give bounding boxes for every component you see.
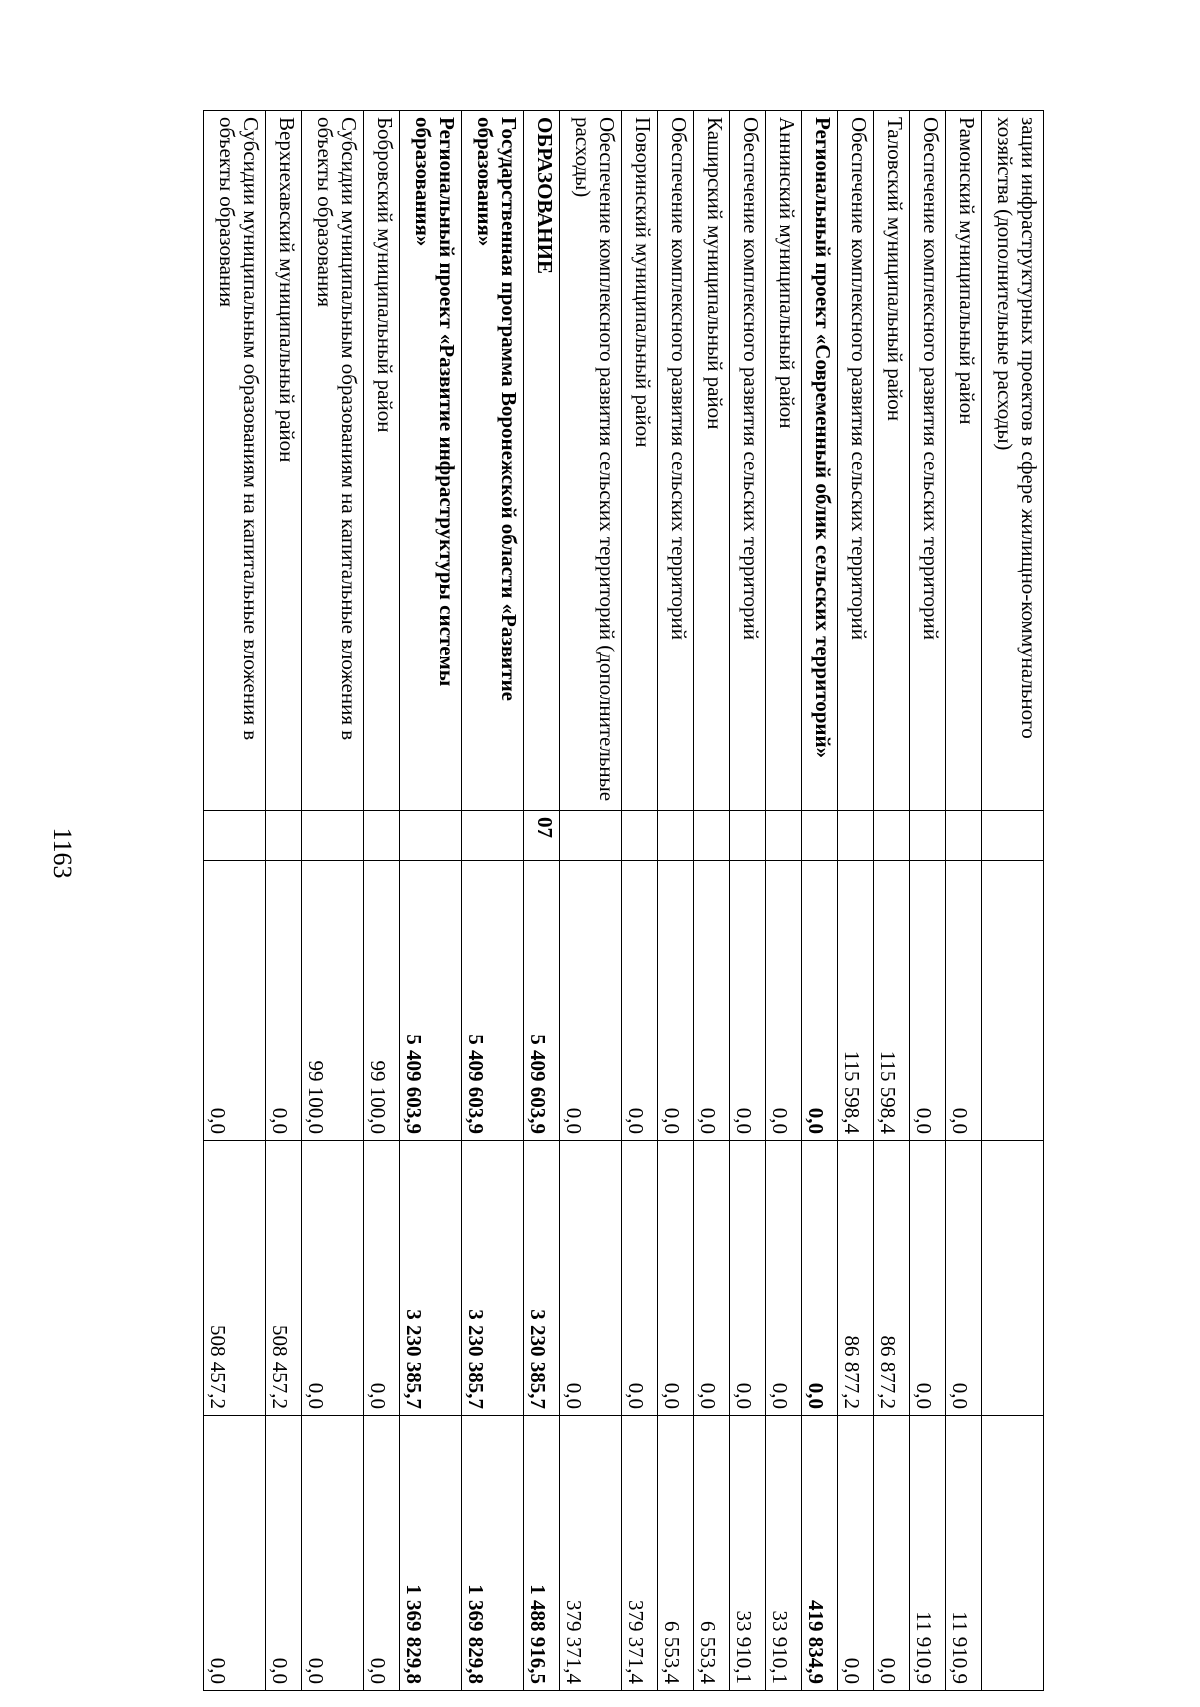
table-row — [204, 111, 266, 1691]
value-2 — [982, 1141, 1044, 1416]
row-name: Обеспечение комплексного развития сельских территорий — [658, 111, 694, 811]
value-3: 6 553,4 — [658, 1416, 694, 1691]
value-1 — [982, 861, 1044, 1141]
value-1: 5 409 603,9 — [400, 861, 462, 1141]
value-2: 3 230 385,7 — [400, 1141, 462, 1416]
row-code — [658, 811, 694, 861]
row-name: Обеспечение комплексного развития сельских территорий — [910, 111, 946, 811]
row-name: Аннинский муниципальный район — [766, 111, 802, 811]
row-name: Обеспечение комплексного развития сельских территорий (дополнительные расходы) — [560, 111, 622, 811]
value-2: 0,0 — [694, 1141, 730, 1416]
value-1: 99 100,0 — [302, 861, 364, 1141]
value-1: 0,0 — [622, 861, 658, 1141]
table-row — [658, 111, 694, 1691]
row-name: Поворинский муниципальный район — [622, 111, 658, 811]
value-2: 0,0 — [622, 1141, 658, 1416]
row-name: Каширский муниципальный район — [694, 111, 730, 811]
row-code — [694, 811, 730, 861]
value-1: 0,0 — [560, 861, 622, 1141]
row-code — [730, 811, 766, 861]
value-2: 0,0 — [766, 1141, 802, 1416]
value-2: 0,0 — [946, 1141, 982, 1416]
value-2: 508 457,2 — [266, 1141, 302, 1416]
row-code — [266, 811, 302, 861]
value-2: 0,0 — [802, 1141, 838, 1416]
row-code — [364, 811, 400, 861]
table-row — [400, 111, 462, 1691]
table-body — [204, 111, 1044, 1691]
table-row — [694, 111, 730, 1691]
table-row — [910, 111, 946, 1691]
value-2: 0,0 — [910, 1141, 946, 1416]
value-3: 0,0 — [302, 1416, 364, 1691]
row-code — [204, 811, 266, 861]
row-code — [838, 811, 874, 861]
value-3: 11 910,9 — [910, 1416, 946, 1691]
row-code — [400, 811, 462, 861]
value-3: 419 834,9 — [802, 1416, 838, 1691]
row-code: 07 — [524, 811, 560, 861]
table-row — [266, 111, 302, 1691]
value-2: 0,0 — [730, 1141, 766, 1416]
value-2: 0,0 — [560, 1141, 622, 1416]
table-row — [560, 111, 622, 1691]
value-2: 508 457,2 — [204, 1141, 266, 1416]
row-code — [802, 811, 838, 861]
row-name: Рамонский муниципальный район — [946, 111, 982, 811]
value-3: 1 369 829,8 — [400, 1416, 462, 1691]
value-1: 0,0 — [266, 861, 302, 1141]
value-1: 99 100,0 — [364, 861, 400, 1141]
value-2: 3 230 385,7 — [462, 1141, 524, 1416]
value-3: 379 371,4 — [622, 1416, 658, 1691]
row-code — [910, 811, 946, 861]
value-3 — [982, 1416, 1044, 1691]
page-number: 1163 — [48, 827, 77, 879]
row-code — [302, 811, 364, 861]
table-row — [462, 111, 524, 1691]
table-row — [946, 111, 982, 1691]
row-code — [622, 811, 658, 861]
value-3: 33 910,1 — [766, 1416, 802, 1691]
table-row — [874, 111, 910, 1691]
value-1: 0,0 — [802, 861, 838, 1141]
table-row — [838, 111, 874, 1691]
value-1: 0,0 — [730, 861, 766, 1141]
value-2: 0,0 — [658, 1141, 694, 1416]
value-1: 0,0 — [204, 861, 266, 1141]
row-name: ОБРАЗОВАНИЕ — [524, 111, 560, 811]
value-1: 0,0 — [658, 861, 694, 1141]
row-name: Региональный проект «Развитие инфраструктуры системы образования» — [400, 111, 462, 811]
table-row — [622, 111, 658, 1691]
value-1: 0,0 — [910, 861, 946, 1141]
value-2: 0,0 — [302, 1141, 364, 1416]
row-name: Государственная программа Воронежской области «Развитие образования» — [462, 111, 524, 811]
row-code — [946, 811, 982, 861]
value-3: 0,0 — [204, 1416, 266, 1691]
value-3: 0,0 — [364, 1416, 400, 1691]
row-name: Обеспечение комплексного развития сельских территорий — [730, 111, 766, 811]
row-name: Бобровский муниципальный район — [364, 111, 400, 811]
row-code — [766, 811, 802, 861]
row-name: Региональный проект «Современный облик сельских территорий» — [802, 111, 838, 811]
table-row — [766, 111, 802, 1691]
value-1: 115 598,4 — [838, 861, 874, 1141]
table-row — [802, 111, 838, 1691]
table-row — [524, 111, 560, 1691]
table-row — [364, 111, 400, 1691]
row-name: Верхнехавский муниципальный район — [266, 111, 302, 811]
row-name: Обеспечение комплексного развития сельских территорий — [838, 111, 874, 811]
row-name: зации инфраструктурных проектов в сфере жилищно-коммунального хозяйства (дополнительные расходы) — [982, 111, 1044, 811]
value-3: 0,0 — [266, 1416, 302, 1691]
row-code — [462, 811, 524, 861]
value-2: 86 877,2 — [874, 1141, 910, 1416]
value-3: 1 488 916,5 — [524, 1416, 560, 1691]
row-name: Субсидии муниципальным образованиям на капитальные вложения в объекты образования — [204, 111, 266, 811]
budget-table — [203, 110, 1044, 1691]
value-1: 0,0 — [766, 861, 802, 1141]
value-3: 11 910,9 — [946, 1416, 982, 1691]
value-1: 115 598,4 — [874, 861, 910, 1141]
table-row — [302, 111, 364, 1691]
value-3: 1 369 829,8 — [462, 1416, 524, 1691]
value-3: 0,0 — [874, 1416, 910, 1691]
table-row — [730, 111, 766, 1691]
value-3: 33 910,1 — [730, 1416, 766, 1691]
value-2: 86 877,2 — [838, 1141, 874, 1416]
value-1: 0,0 — [694, 861, 730, 1141]
value-1: 5 409 603,9 — [462, 861, 524, 1141]
value-3: 0,0 — [838, 1416, 874, 1691]
value-3: 6 553,4 — [694, 1416, 730, 1691]
row-name: Таловский муниципальный район — [874, 111, 910, 811]
table-row — [982, 111, 1044, 1691]
rotated-table-container — [124, 110, 1044, 1690]
value-2: 0,0 — [364, 1141, 400, 1416]
row-code — [874, 811, 910, 861]
row-code — [560, 811, 622, 861]
value-1: 5 409 603,9 — [524, 861, 560, 1141]
value-3: 379 371,4 — [560, 1416, 622, 1691]
value-1: 0,0 — [946, 861, 982, 1141]
row-name: Субсидии муниципальным образованиям на капитальные вложения в объекты образования — [302, 111, 364, 811]
value-2: 3 230 385,7 — [524, 1141, 560, 1416]
row-code — [982, 811, 1044, 861]
